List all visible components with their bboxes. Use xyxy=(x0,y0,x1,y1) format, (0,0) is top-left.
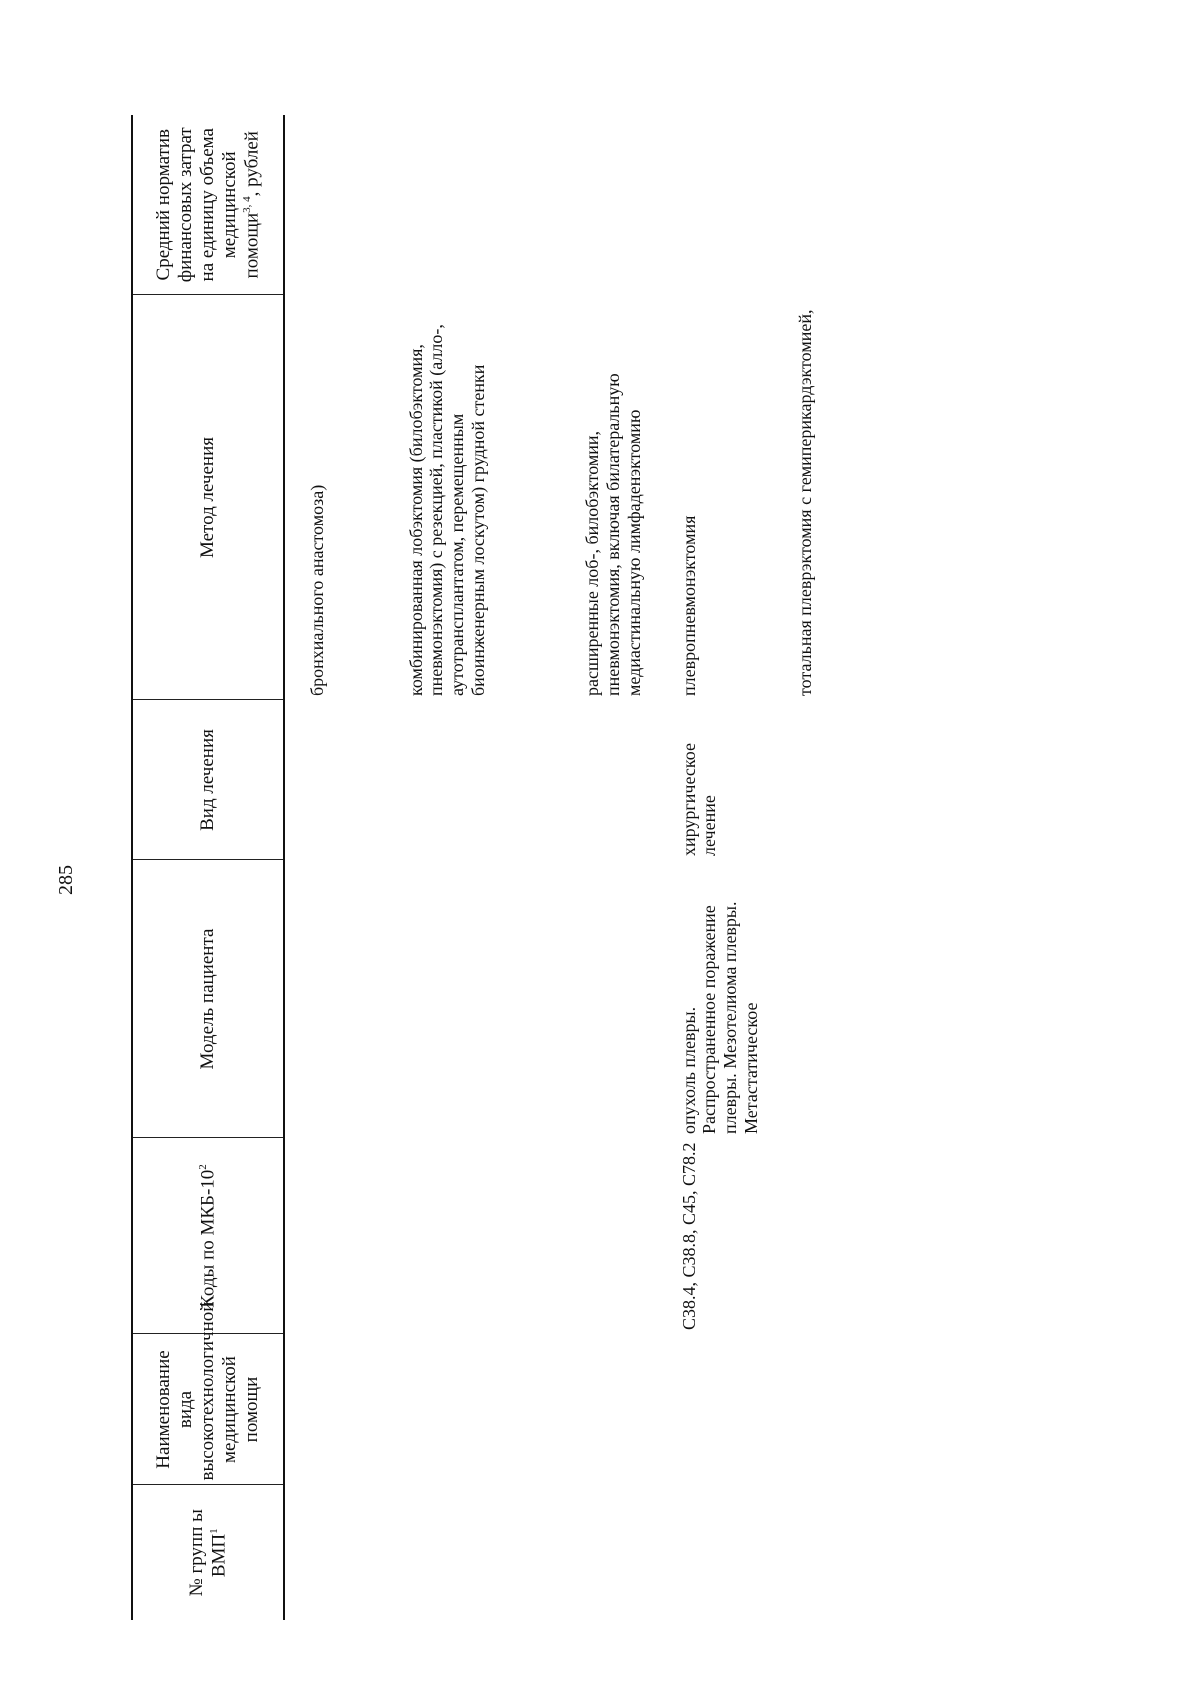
method-cell: бронхиального анастомоза) xyxy=(307,484,327,696)
table-header-row xyxy=(132,115,284,1620)
treatment-type-cell: хирургическое лечение xyxy=(678,743,720,856)
header-icd-codes: Коды по МКБ-$10^2$ xyxy=(132,1138,284,1334)
table-row xyxy=(761,115,816,1620)
header-treatment-type: Вид лечения xyxy=(132,700,284,860)
header-treatment-method: Метод лечения xyxy=(132,295,284,700)
table-row xyxy=(645,115,762,1620)
header-vmp-name: Наименование вида высокотехнологичной медицинской помощи xyxy=(132,1334,284,1485)
patient-model-cell: опухоль плевры. Распространенное поражение плевры. Мезотелиома плевры. Метастатическое xyxy=(678,901,761,1134)
table-row xyxy=(488,115,644,1620)
method-cell: комбинированная лобэктомия (билобэктомия, пневмонэктомия) с резекцией, пластикой (алло-, аутотрансплантатом, перемещенным биоинженерным лоскутом) грудной стенки xyxy=(405,324,488,696)
header-group-number: № групп ы ВМП$^1$ xyxy=(132,1485,284,1620)
table-row xyxy=(328,115,489,1620)
method-cell: плевропневмонэктомия xyxy=(678,515,699,696)
icd-codes-cell: C38.4, C38.8, C45, C78.2 xyxy=(678,1142,699,1330)
method-cell: тотальная плеврэктомия с гемиперикардэктомией, xyxy=(795,309,816,696)
page-number: 285 xyxy=(55,865,77,895)
header-patient-model: Модель пациента xyxy=(132,860,284,1138)
method-cell: расширенные лоб-, билобэктомии, пневмонэктомия, включая билатеральную медиастинальную лимфаденэктомию xyxy=(582,373,644,696)
header-cost-standard: Средний норматив финансовых затрат на единицу объема медицинской помощи$^{3, 4}$, рублей xyxy=(132,115,284,295)
table-row xyxy=(284,115,328,1620)
rotated-table-container xyxy=(131,115,1131,1620)
vmp-table xyxy=(131,115,816,1620)
